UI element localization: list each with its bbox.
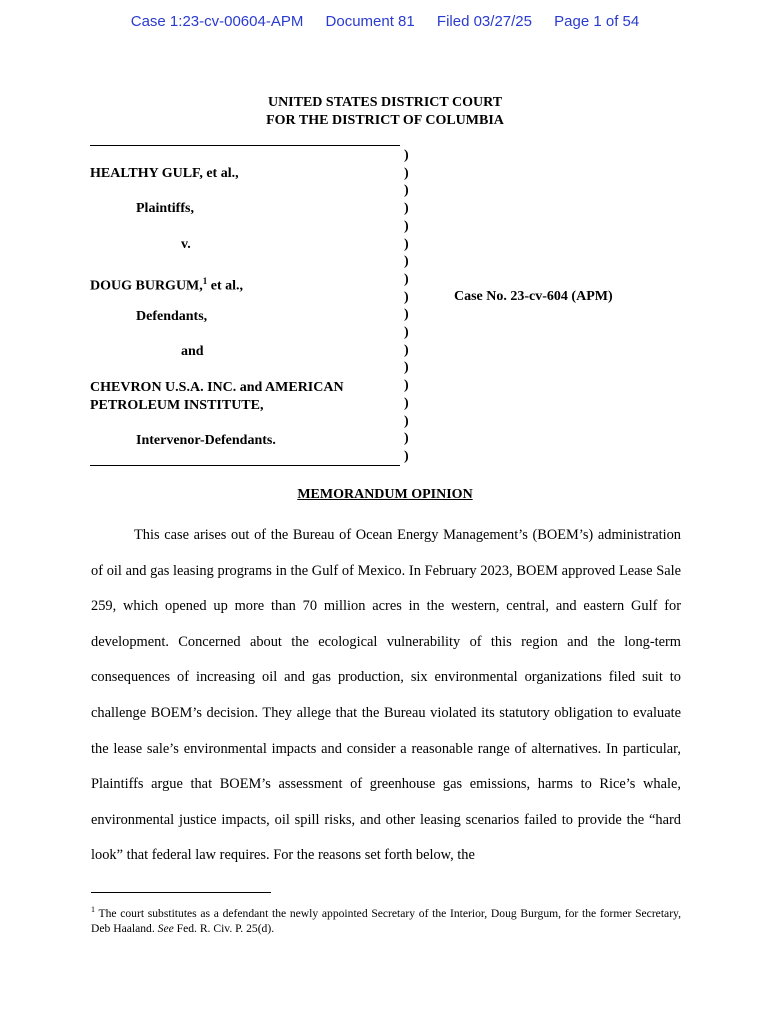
header-document: Document 81 [325,13,415,30]
caption-paren: ) [404,271,409,287]
intervenor-name [90,379,344,415]
case-number: Case No. 23-cv-604 (APM) [454,289,613,304]
caption-paren: ) [404,307,409,323]
caption-paren: ) [404,413,409,429]
caption-parentheses [404,147,416,466]
caption-paren: ) [404,254,409,270]
court-name: UNITED STATES DISTRICT COURT [267,95,503,110]
opinion-body [91,518,681,874]
caption-paren: ) [404,395,409,411]
plaintiffs-label: Plaintiffs, [136,201,194,216]
caption-paren: ) [404,289,409,305]
header-case-number: Case 1:23-cv-00604-APM [130,13,304,30]
defendant-suffix: et al., [207,278,244,294]
footnote-text: The court substitutes as a defendant the newly appointed Secretary of the Interior, Doug Burgum, for the former Secretary, Deb Haaland. [91,906,681,935]
intervenor-defendants-label: Intervenor-Defendants. [136,433,276,448]
caption-paren: ) [404,325,409,341]
header-filed-date: Filed 03/27/25 [436,13,532,30]
plaintiff-name: HEALTHY GULF, et al., [90,166,239,181]
footnote-citation: Fed. R. Civ. P. 25(d). [173,921,275,935]
memorandum-title: MEMORANDUM OPINION [297,487,473,502]
caption-paren: ) [404,342,409,358]
caption-paren: ) [404,236,409,252]
caption-paren: ) [404,183,409,199]
caption-paren: ) [404,360,409,376]
court-heading [0,94,770,130]
header-page-count: Page 1 of 54 [554,13,640,30]
defendants-label: Defendants, [136,309,208,324]
footnote-number: 1 [91,905,95,914]
ecf-header [0,13,770,30]
caption-paren: ) [404,218,409,234]
intervenor-name-line1: CHEVRON U.S.A. INC. and AMERICAN [90,380,344,395]
caption-top-rule [90,145,400,146]
caption-paren: ) [404,431,409,447]
caption-paren: ) [404,148,409,163]
caption-paren: ) [404,448,409,464]
and-label: and [181,344,204,359]
caption-paren: ) [404,165,409,181]
caption-paren: ) [404,378,409,394]
intervenor-name-line2: PETROLEUM INSTITUTE, [90,398,264,413]
caption-paren: ) [404,201,409,217]
defendant-name-text: DOUG BURGUM, [90,278,203,294]
opinion-paragraph: This case arises out of the Bureau of Ocean Energy Management’s (BOEM’s) administration of oil and gas leasing programs in the Gulf of Mexico. In February 2023, BOEM approved Lease Sale 259, which opened up more than 70 million acres in the western, central, and eastern Gulf for development. Concerned about the ecological vulnerability of this region and the long-term consequences of increasing oil and gas production, six environmental organizations filed suit to challenge BOEM’s decision. They allege that the Bureau violated its statutory obligation to evaluate the lease sale’s environmental impacts and consider a reasonable range of alternatives. In particular, Plaintiffs argue that BOEM’s assessment of greenhouse gas emissions, harms to Rice’s whale, environmental justice impacts, oil spill risks, and other leasing scenarios failed to provide the “hard look” that federal law requires. For the reasons set forth below, the [91,527,681,864]
footnote [91,902,681,936]
caption-bottom-rule [90,465,400,466]
footnote-separator [91,892,271,893]
versus-label: v. [181,237,191,252]
footnote-signal: See [157,921,174,935]
footnote-reference: 1 [202,276,208,286]
court-district: FOR THE DISTRICT OF COLUMBIA [266,113,504,128]
defendant-name [90,272,243,296]
